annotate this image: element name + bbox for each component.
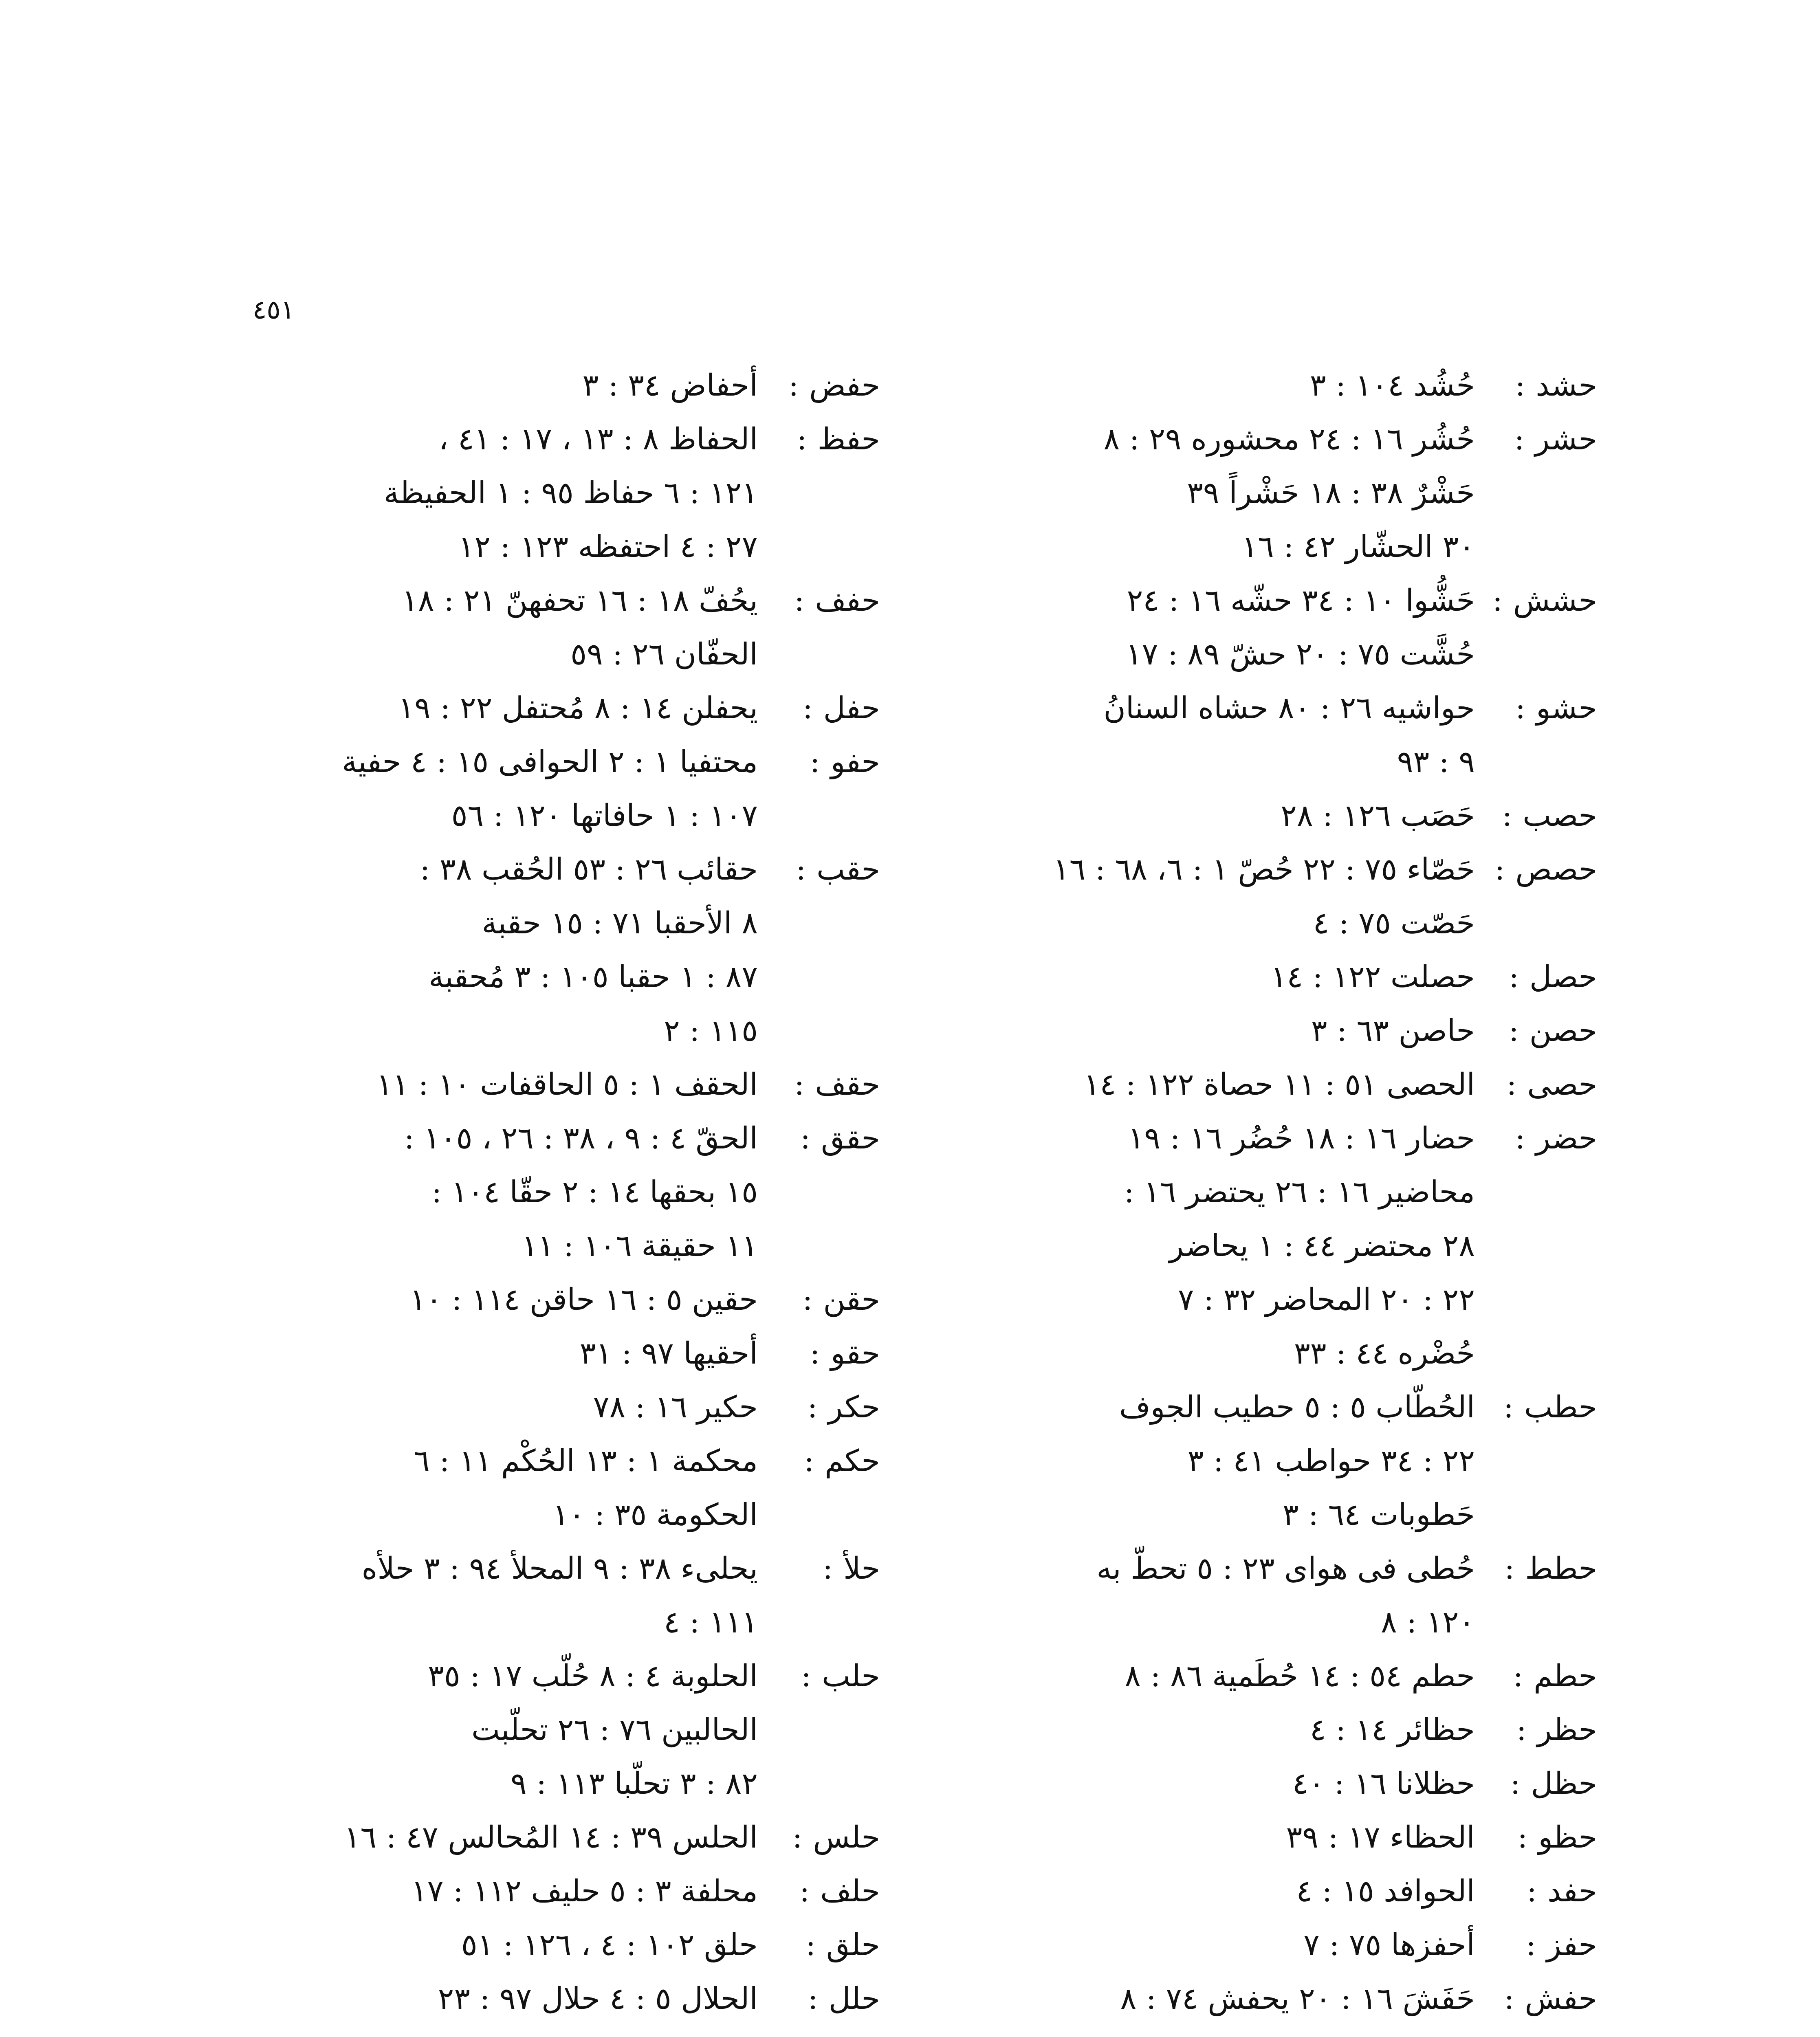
reference-line: الحالبين ٧٦ : ٢٦ تحلّبت: [471, 1712, 758, 1747]
index-entry: [970, 1918, 1597, 1972]
entry-references: [253, 1542, 758, 1649]
entry-root-word: [758, 1864, 880, 1918]
reference-line: الحقف ١ : ٥ الحاقفات ١٠ : ١١: [376, 1067, 758, 1102]
entry-references: [970, 1111, 1475, 1380]
root-word: حفز: [1546, 1927, 1597, 1962]
entry-references: [253, 843, 758, 1058]
root-separator: :: [810, 744, 820, 779]
reference-line: أحفاض ٣٤ : ٣: [582, 368, 758, 403]
entry-root-word: [758, 1434, 880, 1488]
root-word: حشر: [1535, 422, 1597, 457]
reference-line: حُشُر ١٦ : ٢٤ محشوره ٢٩ : ٨: [1103, 422, 1475, 457]
index-entry: [970, 950, 1597, 1004]
root-word: حفظ: [817, 422, 880, 457]
entry-references: [970, 574, 1475, 681]
entry-references: [253, 1380, 758, 1434]
entry-references: [253, 1972, 758, 2026]
root-separator: :: [794, 583, 805, 618]
reference-line: ١٢٠ : ٨: [1381, 1605, 1475, 1640]
root-separator: :: [1504, 1551, 1515, 1586]
entry-root-word: [758, 1649, 880, 1703]
index-entry: [253, 1326, 880, 1380]
entry-references: [970, 1058, 1475, 1111]
reference-line: حُضْره ٤٤ : ٣٣: [1294, 1336, 1475, 1371]
reference-line: ٨٢ : ٣ تحلّبا ١١٣ : ٩: [510, 1766, 758, 1801]
root-separator: :: [1492, 583, 1503, 618]
reference-line: الحفاظ ٨ : ١٣ ، ١٧ : ٤١ ،: [438, 422, 758, 457]
entry-references: [253, 1918, 758, 1972]
index-entry: [970, 1111, 1597, 1380]
root-separator: :: [808, 1981, 818, 2016]
entry-references: [970, 681, 1475, 789]
root-word: حشش: [1513, 583, 1597, 618]
reference-line: ١٥ بحقها ١٤ : ٢ حقّا ١٠٤ :: [431, 1175, 758, 1210]
entry-root-word: [758, 412, 880, 466]
root-separator: :: [1514, 422, 1525, 457]
index-entry: [970, 1542, 1597, 1649]
root-separator: :: [788, 368, 799, 403]
index-entry: [970, 1864, 1597, 1918]
entry-references: [970, 1703, 1475, 1757]
reference-line: يحفلن ١٤ : ٨ مُحتفل ٢٢ : ١٩: [398, 691, 758, 726]
entry-references: [970, 412, 1475, 574]
reference-line: حلق ١٠٢ : ٤ ، ١٢٦ : ٥١: [461, 1927, 758, 1962]
entry-root-word: [1475, 412, 1597, 466]
index-column-left: [253, 359, 880, 2026]
root-word: حقف: [815, 1067, 880, 1102]
index-entry: [253, 359, 880, 412]
reference-line: الحفّان ٢٦ : ٥٩: [570, 637, 758, 672]
entry-root-word: [1475, 1111, 1597, 1165]
index-entry: [253, 1810, 880, 1864]
entry-references: [253, 1649, 758, 1810]
entry-root-word: [1475, 1972, 1597, 2026]
entry-references: [970, 1649, 1475, 1703]
entry-root-word: [1475, 1542, 1597, 1595]
entry-references: [970, 789, 1475, 843]
root-separator: :: [802, 1282, 813, 1317]
entry-root-word: [1475, 1703, 1597, 1757]
root-word: حصى: [1527, 1067, 1597, 1102]
root-word: حصب: [1523, 798, 1597, 833]
reference-line: الحلوبة ٤ : ٨ حُلّب ١٧ : ٣٥: [428, 1659, 758, 1694]
root-separator: :: [807, 1390, 818, 1425]
reference-line: حَشْرٌ ٣٨ : ١٨ حَشْراً ٣٩: [1187, 475, 1475, 510]
reference-line: ١١١ : ٤: [664, 1605, 758, 1640]
root-word: حلف: [820, 1874, 880, 1909]
root-word: حطب: [1524, 1390, 1597, 1425]
reference-line: حظلانا ١٦ : ٤٠: [1292, 1766, 1475, 1801]
root-separator: :: [1502, 798, 1512, 833]
reference-line: الحصى ٥١ : ١١ حصاة ١٢٢ : ١٤: [1083, 1067, 1475, 1102]
root-separator: :: [792, 1820, 803, 1855]
root-separator: :: [1516, 1712, 1527, 1747]
reference-line: الحُطّاب ٥ : ٥ حطيب الجوف: [1119, 1390, 1475, 1425]
root-word: حقو: [830, 1336, 880, 1371]
reference-line: ٨٧ : ١ حقبا ١٠٥ : ٣ مُحقبة: [429, 959, 758, 994]
reference-line: حُشُد ١٠٤ : ٣: [1309, 368, 1475, 403]
reference-line: الحلس ٣٩ : ١٤ المُحالس ٤٧ : ١٦: [344, 1820, 758, 1855]
index-entry: [253, 735, 880, 843]
entry-references: [970, 1380, 1475, 1542]
root-word: حطم: [1534, 1659, 1597, 1694]
root-separator: :: [1513, 1659, 1523, 1694]
reference-line: ٣٠ الحشّار ٤٢ : ١٦: [1241, 529, 1475, 564]
reference-line: ٨ الأحقبا ٧١ : ١٥ حقبة: [482, 906, 758, 941]
reference-line: حَشُّوا ١٠ : ٣٤ حشّه ١٦ : ٢٤: [1127, 583, 1475, 618]
reference-line: حظائر ١٤ : ٤: [1309, 1712, 1475, 1747]
entry-root-word: [758, 1810, 880, 1864]
root-word: حلل: [828, 1981, 880, 2016]
entry-root-word: [1475, 1918, 1597, 1972]
root-separator: :: [1510, 1766, 1521, 1801]
reference-line: حقائب ٢٦ : ٥٣ الحُقب ٣٨ :: [420, 852, 758, 887]
entry-references: [253, 1111, 758, 1273]
entry-root-word: [1475, 843, 1597, 896]
entry-root-word: [1475, 359, 1597, 412]
reference-line: حقين ٥ : ١٦ حاقن ١١٤ : ١٠: [409, 1282, 758, 1317]
root-separator: :: [797, 422, 807, 457]
reference-line: ٢٨ محتضر ٤٤ : ١ يحاضر: [1169, 1228, 1475, 1263]
root-word: حظل: [1531, 1766, 1597, 1801]
reference-line: الحقّ ٤ : ٩ ، ٣٨ : ٢٦ ، ١٠٥ :: [404, 1121, 758, 1156]
root-separator: :: [794, 1067, 805, 1102]
entry-root-word: [1475, 681, 1597, 735]
index-entry: [970, 359, 1597, 412]
root-separator: :: [800, 1121, 811, 1156]
root-separator: :: [804, 1443, 814, 1478]
reference-line: ٢٢ : ٢٠ المحاضر ٣٢ : ٧: [1177, 1282, 1475, 1317]
root-separator: :: [1494, 852, 1505, 887]
page-number: ٤٥١: [253, 295, 295, 325]
entry-references: [253, 359, 758, 412]
entry-references: [970, 1757, 1475, 1810]
reference-line: ١١٥ : ٢: [664, 1013, 758, 1048]
entry-root-word: [1475, 950, 1597, 1004]
reference-line: محتفيا ١ : ٢ الحوافى ١٥ : ٤ حفية: [342, 744, 758, 779]
root-word: حلأ: [843, 1551, 880, 1586]
entry-root-word: [1475, 1380, 1597, 1434]
index-entry: [970, 412, 1597, 574]
root-word: حفل: [823, 691, 880, 726]
reference-line: حَفَشَ ١٦ : ٢٠ يحفش ٧٤ : ٨: [1120, 1981, 1475, 2016]
reference-line: محكمة ١ : ١٣ الحُكْم ١١ : ٦: [414, 1443, 758, 1478]
reference-line: حَصّت ٧٥ : ٤: [1313, 906, 1475, 941]
reference-line: الحلال ٥ : ٤ حلال ٩٧ : ٢٣: [438, 1981, 758, 2016]
root-word: حفو: [830, 744, 880, 779]
entry-references: [253, 1273, 758, 1326]
reference-line: حكير ١٦ : ٧٨: [593, 1390, 758, 1425]
root-word: حفش: [1525, 1981, 1597, 2016]
root-separator: :: [1515, 368, 1525, 403]
reference-line: أحقيها ٩٧ : ٣١: [579, 1336, 758, 1371]
root-word: حكم: [825, 1443, 880, 1478]
root-separator: :: [1517, 1820, 1528, 1855]
entry-root-word: [758, 735, 880, 789]
entry-root-word: [1475, 1058, 1597, 1111]
root-word: حكر: [828, 1390, 880, 1425]
reference-line: ١٢١ : ٦ حفاظ ٩٥ : ١ الحفيظة: [384, 475, 758, 510]
root-word: حفد: [1547, 1874, 1597, 1909]
root-separator: :: [805, 1927, 816, 1962]
reference-line: حَصَب ١٢٦ : ٢٨: [1281, 798, 1475, 833]
root-word: حقن: [823, 1282, 880, 1317]
index-entry: [253, 1111, 880, 1273]
root-word: حفض: [809, 368, 880, 403]
root-word: حشد: [1536, 368, 1597, 403]
entry-root-word: [758, 1326, 880, 1380]
root-word: حصل: [1530, 959, 1597, 994]
reference-line: حطم ٥٤ : ١٤ حُطَمية ٨٦ : ٨: [1125, 1659, 1475, 1694]
root-separator: :: [801, 1659, 812, 1694]
index-entry: [253, 1058, 880, 1111]
reference-line: أحفزها ٧٥ : ٧: [1303, 1927, 1475, 1962]
reference-line: حصلت ١٢٢ : ١٤: [1270, 959, 1475, 994]
root-word: حصن: [1529, 1013, 1597, 1048]
index-entry: [970, 1703, 1597, 1757]
index-entry: [970, 789, 1597, 843]
entry-root-word: [758, 1111, 880, 1165]
root-word: حفف: [815, 583, 880, 618]
entry-root-word: [1475, 574, 1597, 627]
entry-references: [253, 574, 758, 681]
index-entry: [970, 1649, 1597, 1703]
index-entry: [253, 574, 880, 681]
root-separator: :: [810, 1336, 820, 1371]
entry-references: [970, 359, 1475, 412]
root-separator: :: [1526, 1927, 1536, 1962]
index-entry: [253, 1972, 880, 2026]
entry-references: [253, 412, 758, 574]
root-separator: :: [796, 852, 806, 887]
index-entry: [253, 1649, 880, 1810]
root-word: حصص: [1515, 852, 1597, 887]
reference-line: حَصّاء ٧٥ : ٢٢ حُصّ ١ : ٦، ٦٨ : ١٦: [1053, 852, 1475, 887]
entry-references: [970, 1004, 1475, 1058]
index-entry: [970, 681, 1597, 789]
index-entry: [970, 1972, 1597, 2026]
root-word: حقب: [816, 852, 880, 887]
index-entry: [253, 843, 880, 1058]
reference-line: ٢٧ : ٤ احتفظه ١٢٣ : ١٢: [458, 529, 758, 564]
root-separator: :: [823, 1551, 833, 1586]
index-entry: [253, 1864, 880, 1918]
entry-references: [253, 735, 758, 843]
index-entry: [253, 681, 880, 735]
root-word: حلس: [813, 1820, 880, 1855]
index-entry: [970, 1004, 1597, 1058]
reference-line: حُطى فى هواى ٢٣ : ٥ تحطّ به: [1096, 1551, 1475, 1586]
entry-root-word: [758, 1972, 880, 2026]
root-word: حظر: [1537, 1712, 1597, 1747]
entry-root-word: [1475, 1757, 1597, 1810]
entry-references: [253, 1434, 758, 1542]
root-separator: :: [1515, 1121, 1525, 1156]
entry-root-word: [758, 681, 880, 735]
reference-line: محاضير ١٦ : ٢٦ يحتضر ١٦ :: [1124, 1175, 1475, 1210]
entry-references: [253, 1326, 758, 1380]
root-separator: :: [802, 691, 813, 726]
index-entry: [253, 1380, 880, 1434]
root-separator: :: [1504, 1981, 1514, 2016]
reference-line: حضار ١٦ : ١٨ حُضُر ١٦ : ١٩: [1128, 1121, 1475, 1156]
root-separator: :: [1515, 691, 1525, 726]
reference-line: ٢٢ : ٣٤ حواطب ٤١ : ٣: [1187, 1443, 1475, 1478]
entry-root-word: [1475, 1864, 1597, 1918]
entry-root-word: [758, 359, 880, 412]
entry-references: [970, 843, 1475, 950]
reference-line: حُشَّت ٧٥ : ٢٠ حشّ ٨٩ : ١٧: [1125, 637, 1475, 672]
root-separator: :: [1509, 959, 1519, 994]
reference-line: ١٠٧ : ١ حافاتها ١٢٠ : ٥٦: [451, 798, 758, 833]
reference-line: حاصن ٦٣ : ٣: [1311, 1013, 1475, 1048]
entry-references: [970, 1810, 1475, 1864]
index-entry: [970, 843, 1597, 950]
reference-line: محلفة ٣ : ٥ حليف ١١٢ : ١٧: [411, 1874, 758, 1909]
entry-references: [253, 681, 758, 735]
root-separator: :: [1508, 1013, 1519, 1048]
index-entry: [253, 1434, 880, 1542]
index-column-right: [970, 359, 1597, 2026]
entry-references: [970, 1864, 1475, 1918]
root-word: حظو: [1538, 1820, 1597, 1855]
index-entry: [970, 1380, 1597, 1542]
index-entry: [970, 1810, 1597, 1864]
root-separator: :: [799, 1874, 810, 1909]
entry-references: [970, 1972, 1475, 2026]
entry-root-word: [758, 1542, 880, 1595]
reference-line: الحوافد ١٥ : ٤: [1296, 1874, 1475, 1909]
root-word: حضر: [1536, 1121, 1597, 1156]
root-separator: :: [1503, 1390, 1514, 1425]
entry-root-word: [1475, 1649, 1597, 1703]
entry-root-word: [758, 574, 880, 627]
reference-line: حَطوبات ٦٤ : ٣: [1282, 1497, 1475, 1532]
entry-root-word: [758, 1918, 880, 1972]
reference-line: الحظاء ١٧ : ٣٩: [1286, 1820, 1475, 1855]
entry-references: [970, 1918, 1475, 1972]
root-word: حطط: [1525, 1551, 1597, 1586]
root-word: حقق: [821, 1121, 880, 1156]
reference-line: يحلىء ٣٨ : ٩ المحلأ ٩٤ : ٣ حلأه: [361, 1551, 758, 1586]
entry-root-word: [758, 1380, 880, 1434]
reference-line: حواشيه ٢٦ : ٨٠ حشاه السنانُ: [1103, 691, 1475, 726]
root-separator: :: [1506, 1067, 1517, 1102]
reference-line: ٩ : ٩٣: [1397, 744, 1475, 779]
reference-line: يحُفّ ١٨ : ١٦ تحفهنّ ٢١ : ١٨: [402, 583, 758, 618]
index-entry: [253, 1918, 880, 1972]
index-entry: [253, 412, 880, 574]
index-entry: [970, 1757, 1597, 1810]
entry-root-word: [758, 1273, 880, 1326]
entry-references: [253, 1810, 758, 1864]
index-entry: [253, 1273, 880, 1326]
entry-references: [253, 1864, 758, 1918]
reference-line: ١١ حقيقة ١٠٦ : ١١: [522, 1228, 758, 1263]
entry-root-word: [1475, 1810, 1597, 1864]
entry-root-word: [1475, 1004, 1597, 1058]
root-word: حلق: [826, 1927, 880, 1962]
entry-references: [970, 1542, 1475, 1649]
entry-root-word: [758, 1058, 880, 1111]
index-entry: [970, 1058, 1597, 1111]
entry-root-word: [1475, 789, 1597, 843]
index-entry: [970, 574, 1597, 681]
root-word: حشو: [1536, 691, 1597, 726]
reference-line: الحكومة ٣٥ : ١٠: [552, 1497, 758, 1532]
entry-root-word: [758, 843, 880, 896]
index-entry: [253, 1542, 880, 1649]
root-separator: :: [1527, 1874, 1537, 1909]
root-word: حلب: [822, 1659, 880, 1694]
entry-references: [253, 1058, 758, 1111]
entry-references: [970, 950, 1475, 1004]
